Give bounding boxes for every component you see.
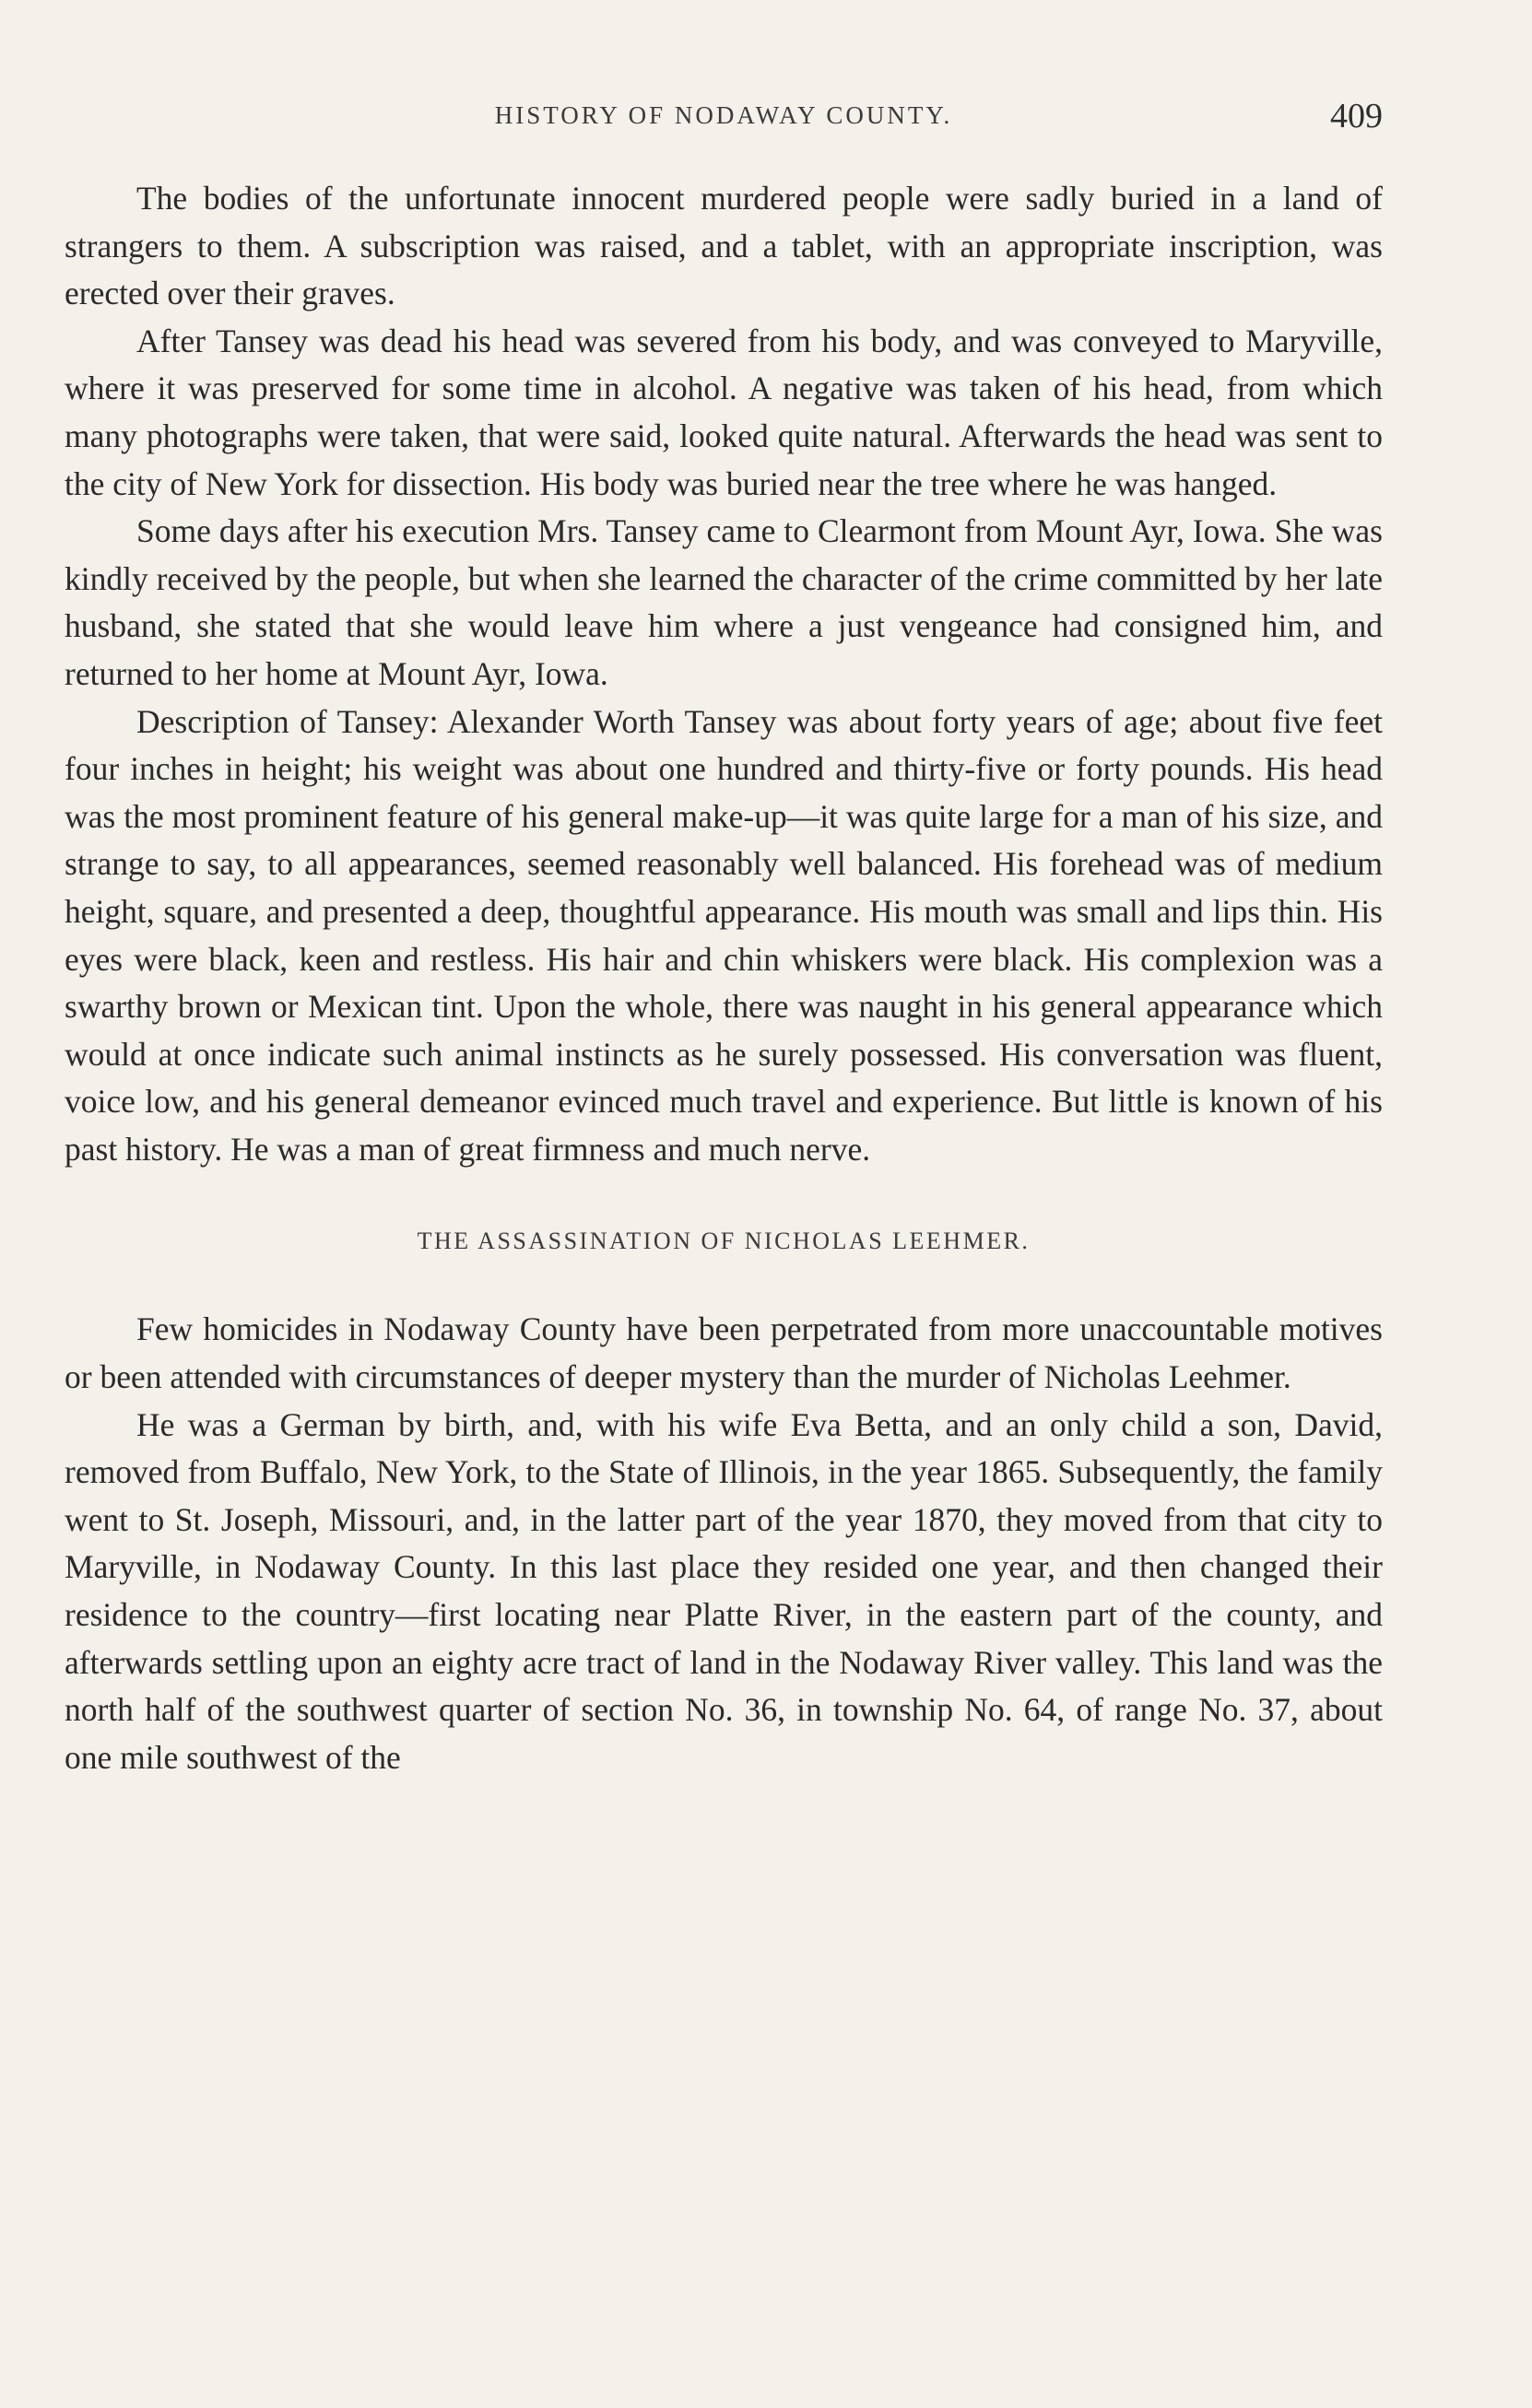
paragraph-leehmer-family: He was a German by birth, and, with his wife Eva Betta, and an only child a son, David, removed from Buffalo, New York, to the State of Illinois, in the year 1865. Subsequently, the family went to St. Joseph, Missouri, and, in the latter part of the year 1870, they moved from that city to Maryville, in Nodaway County. In this last place they resided one year, and then changed their residence to the country—first locating near Platte River, in the eastern part of the county, and afterwards settling upon an eighty acre tract of land in the Nodaway River valley. This land was the north half of the southwest quarter of section No. 36, in township No. 64, of range No. 37, about one mile southwest of the (65, 1405, 1383, 1776)
paragraph-homicides: Few homicides in Nodaway County have been perpetrated from more unaccountable motives or been attended with circumstances of deeper mystery than the murder of Nicholas Leehmer. (65, 1310, 1383, 1396)
paragraph-mrs-tansey: Some days after his execution Mrs. Tansey came to Clearmont from Mount Ayr, Iowa. She was kindly received by the people, but when she learned the character of the crime committed by her late husband, she stated that she would leave him where a just vengeance had consigned him, and returned to her home at Mount Ayr, Iowa. (65, 512, 1383, 692)
body-text (65, 175, 1383, 1781)
paragraph-head-severed: After Tansey was dead his head was severed from his body, and was conveyed to Maryville, where it was preserved for some time in alcohol. A negative was taken of his head, from which many photographs were taken, that were said, looked quite natural. Afterwards the head was sent to the city of New York for dissection. His body was buried near the tree where he was hanged. (65, 322, 1383, 502)
page-number: 409 (1330, 97, 1383, 135)
section-heading: THE ASSASSINATION OF NICHOLAS LEEHMER. (417, 1227, 1031, 1255)
running-header (65, 97, 1383, 147)
paragraph-burial: The bodies of the unfortunate innocent murdered people were sadly buried in a land of strangers to them. A subscription was raised, and a tablet, with an appropriate inscription, was erected over their graves. (65, 180, 1383, 312)
paragraph-description: Description of Tansey: Alexander Worth Tansey was about forty years of age; about five feet four inches in height; his weight was about one hundred and thirty-five or forty pounds. His head was the most prominent feature of his general make-up—it was quite large for a man of his size, and strange to say, to all appearances, seemed reasonably well balanced. His forehead was of medium height, square, and presented a deep, thoughtful appearance. His mouth was small and lips thin. His eyes were black, keen and restless. His hair and chin whiskers were black. His complexion was a swarthy brown or Mexican tint. Upon the whole, there was naught in his general appearance which would at once indicate such animal instincts as he surely possessed. His conversation was fluent, voice low, and his general demeanor evinced much travel and experience. But little is known of his past history. He was a man of great firmness and much nerve. (65, 702, 1383, 1168)
running-title: HISTORY OF NODAWAY COUNTY. (494, 101, 953, 129)
